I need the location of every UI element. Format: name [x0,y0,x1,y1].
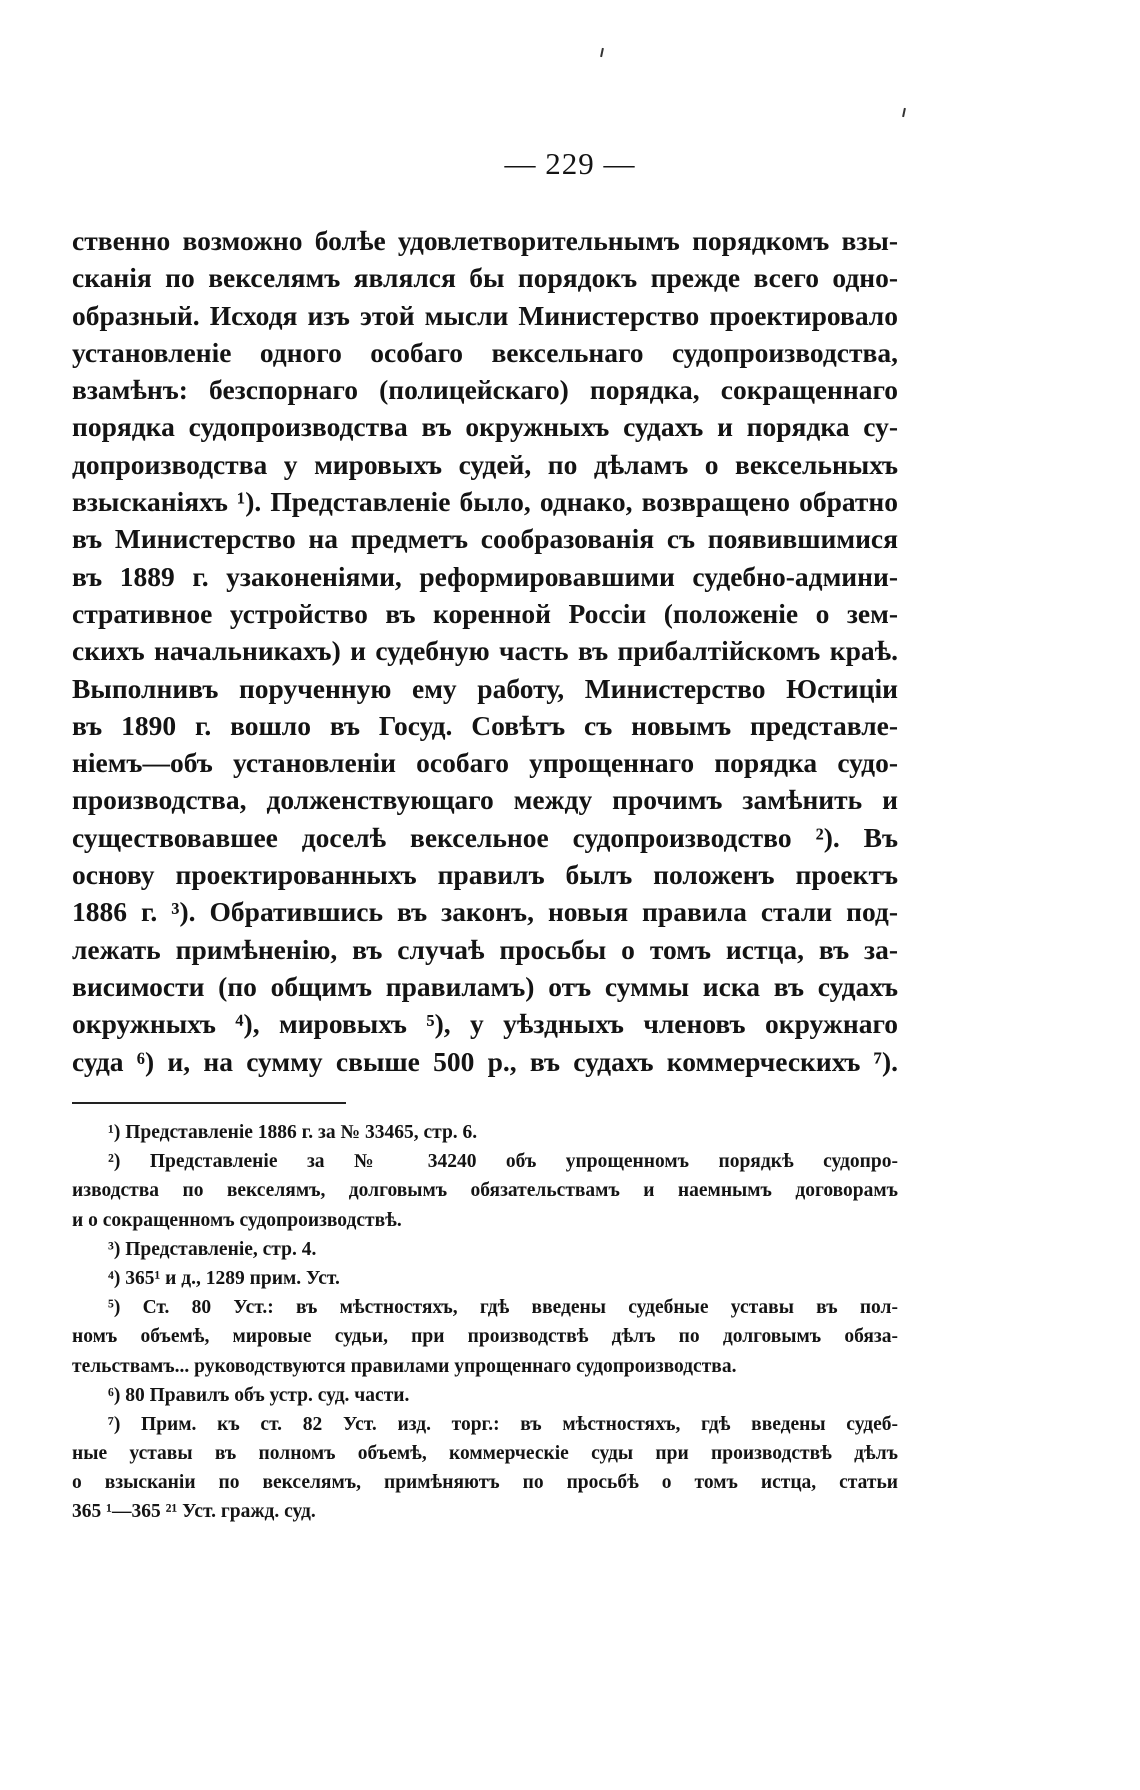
text-line: окружныхъ ⁴), мировыхъ ⁵), у уѣздныхъ членовъ окружнаго [72,1008,898,1040]
text-line: взамѣнъ: безспорнаго (полицейскаго) порядка, сокращеннаго [72,374,898,406]
footnote-6: ⁶) 80 Правилъ объ устр. суд. части. [108,1384,410,1406]
text-line: скихъ начальникахъ) и судебную часть въ прибалтійскомъ краѣ. [72,635,898,667]
text-line: въ 1889 г. узаконеніями, реформировавшими судебно-админи- [72,560,898,592]
text-line: образный. Исходя изъ этой мысли Министерство проектировало [72,299,898,331]
footnote-2: ²) Представленіе за № 34240 объ упрощенномъ порядкѣ судопро- [108,1151,898,1173]
text-line: основу проектированныхъ правилъ былъ положенъ проектъ [72,859,898,891]
main-text [72,222,898,1080]
footnote-7-line: ные уставы въ полномъ объемѣ, коммерческіе суды при производствѣ дѣлъ [72,1443,898,1465]
footnote-4: ⁴) 365¹ и д., 1289 прим. Уст. [108,1267,340,1289]
text-line: сканія по векселямъ являлся бы порядокъ прежде всего одно- [72,262,898,294]
page-number: — 229 — [504,146,636,181]
text-line: допроизводства у мировыхъ судей, по дѣламъ о вексельныхъ [72,448,898,480]
footnote-2-line: изводства по векселямъ, долговымъ обязательствамъ и наемнымъ договорамъ [72,1180,898,1202]
footnote-5: ⁵) Ст. 80 Уст.: въ мѣстностяхъ, гдѣ введены судебные уставы въ пол- [108,1297,898,1319]
scan-mark [600,48,604,57]
text-line: висимости (по общимъ правиламъ) отъ суммы иска въ судахъ [72,970,898,1002]
text-line: существовавшее доселѣ вексельное судопроизводство ²). Въ [72,821,898,853]
footnote-2-line: и о сокращенномъ судопроизводствѣ. [72,1209,402,1231]
footnote-3: ³) Представленіе, стр. 4. [108,1238,317,1260]
footnote-5-line: тельствамъ... руководствуются правилами упрощеннаго судопроизводства. [72,1355,737,1377]
footnote-7-line: 365 ¹—365 ²¹ Уст. гражд. суд. [72,1501,316,1523]
text-line: 1886 г. ³). Обратившись въ законъ, новыя правила стали под- [72,896,898,928]
footnote-1: ¹) Представленіе 1886 г. за № 33465, стр. 6. [108,1122,478,1143]
footnote-5-line: номъ объемѣ, мировые судьи, при производствѣ дѣлъ по долговымъ обяза- [72,1326,898,1348]
footnote-separator [72,1102,346,1104]
scan-mark [902,108,906,117]
text-line: взысканіяхъ ¹). Представленіе было, однако, возвращено обратно [72,486,898,518]
text-line: установленіе одного особаго вексельнаго судопроизводства, [72,336,898,368]
text-line: въ Министерство на предметъ сообразованія съ появившимися [72,523,898,555]
text-line: Выполнивъ порученную ему работу, Министерство Юстиціи [72,672,898,704]
text-line: ственно возможно болѣе удовлетворительнымъ порядкомъ взы- [72,225,898,256]
text-line: производства, долженствующаго между прочимъ замѣнить и [72,784,898,816]
text-line: порядка судопроизводства въ окружныхъ судахъ и порядка су- [72,411,898,443]
text-line: ніемъ—объ установленіи особаго упрощеннаго порядка судо- [72,747,898,779]
footnotes [72,1118,898,1527]
text-line: лежать примѣненію, въ случаѣ просьбы о томъ истца, въ за- [72,933,898,965]
footnote-7-line: о взысканіи по векселямъ, примѣняютъ по просьбѣ о томъ истца, статьи [72,1472,898,1494]
footnote-7: ⁷) Прим. къ ст. 82 Уст. изд. торг.: въ мѣстностяхъ, гдѣ введены судеб- [108,1413,898,1435]
text-line: стративное устройство въ коренной Россіи (положеніе о зем- [72,597,898,629]
text-line: въ 1890 г. вошло въ Госуд. Совѣтъ съ новымъ представле- [72,709,898,741]
text-line: суда ⁶) и, на сумму свыше 500 р., въ судахъ коммерческихъ ⁷). [72,1045,898,1077]
